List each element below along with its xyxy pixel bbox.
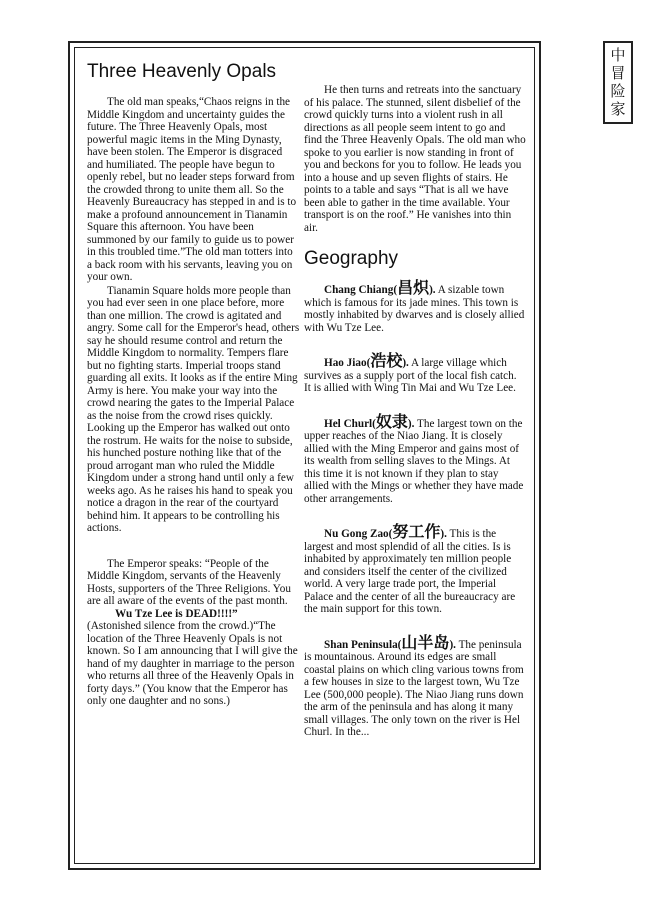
place-name-close: ). (429, 284, 436, 296)
side-tab-char: 冒 (610, 63, 626, 82)
announcement-text: (Astonished silence from the crowd.)“The location of the Three Heavenly Opals is not known. So I am announcing that I will give the hand of my daughter in marriage to the person who returns all three of the Heavenly Opals in forty days.” (You know that the Emperor has only one daughter and no sons.) (87, 620, 298, 707)
place-name-cjk: 努工作 (392, 522, 441, 541)
section-title-geography: Geography (304, 248, 399, 269)
section-title-opals: Three Heavenly Opals (87, 61, 277, 82)
geography-entry (304, 278, 526, 334)
chapter-tab (603, 41, 633, 124)
place-name-cjk: 浩校 (370, 351, 403, 370)
paragraph: Tianamin Square holds more people than you had ever seen in one place before, more than one million. The crowd is agitated and angry. Some call for the Emperor's head, others say he should resume control and return the Middle Kingdom to normality. Tempers flare but no fighting starts. Imperial troops stand guarding all exits. It looks as if the entire Ming Army is here. You make your way into the crowd nearing the gates to the Imperial Palace as the noise from the crowd rises quickly. Looking up the Emperor has walked out onto the rostrum. He waits for the noise to subside, his hunched posture nothing like that of the proud arrogant man who ruled the Middle Kingdom under a strong hand until only a few weeks ago. As he raises his hand to speak you notice a dragon in the rear of the courtyard behind him. It appears to be controlling his actions. (87, 284, 300, 534)
place-description: A large village which survives as a supply port of the local fish catch. It is allied with Wing Tin Mai and Wu Tze Lee. (304, 357, 517, 394)
paragraph: The old man speaks,“Chaos reigns in the Middle Kingdom and uncertainty guides the future. The Three Heavenly Opals, most powerful magic items in the Ming Dynasty, have been stolen. The Emperor is disgraced and humiliated. The people have begun to openly rebel, but no leader steps forward from the crowded throng to unite them all. So the Heavenly Bureaucracy has stepped in and is to make a profound announcement in Tianamin Square this afternoon. You have been summoned by our family to guide us to power in this troubled time.”The old man totters into a back room with his servants, leaving you on your own. (87, 96, 297, 283)
place-name-close: ). (449, 638, 456, 651)
right-column (304, 60, 526, 739)
paragraph: The Emperor speaks: “People of the Middle Kingdom, servants of the Heavenly Hosts, supporters of the Three Religions. You are all aware of the events of the past month. (87, 557, 291, 607)
side-tab-char: 中 (610, 45, 626, 64)
geography-entry (304, 351, 526, 395)
geography-entry (304, 632, 526, 739)
left-column (87, 60, 300, 708)
paragraph: He then turns and retreats into the sanctuary of his palace. The stunned, silent disbelief of the crowd quickly turns into a violent rush in all directions as all people seem intent to go and find the Three Heavenly Opals. The old man who spoke to you earlier is now standing in front of you and beckons for you to follow. He leads you into a house and up seven flights of stairs. He points to a table and says “That is all we have been able to gather in the time available. Your transport is on the roof.” He vanishes into thin air. (304, 84, 526, 234)
side-tab-char: 险 (610, 82, 626, 101)
place-name-close: ). (440, 528, 447, 540)
place-name-cjk: 昌炽 (397, 278, 430, 297)
place-name: Shan Peninsula( (324, 638, 402, 651)
side-tab-char: 家 (610, 100, 626, 119)
place-name: Nu Gong Zao( (324, 528, 393, 540)
place-description: This is the largest and most splendid of all the cities. Is is inhabited by approximately ten million people and considers itself the center of the civilized world. A very large trade port, the Imperial Palace and the center of all the bureaucracy are the main support for this town. (304, 528, 516, 615)
place-name: Hel Churl( (324, 417, 376, 430)
place-name: Hao Jiao( (324, 357, 371, 369)
paragraph-announcement (87, 608, 300, 708)
place-name: Chang Chiang( (324, 284, 398, 296)
geography-entry (304, 411, 526, 506)
place-name-close: ). (407, 417, 415, 430)
geography-entry (304, 522, 526, 616)
announcement-heading: Wu Tze Lee is DEAD!!!!” (115, 607, 238, 620)
place-name-close: ). (402, 357, 409, 369)
place-description: A sizable town which is famous for its jade mines. This town is mostly inhabited by dwarves and is closely allied with Wu Tze Lee. (304, 284, 525, 334)
place-description: The peninsula is mountainous. Around its edges are small coastal plains on which cling various towns from a few houses in size to the largest town, Wu Tze Lee (500,000 people). The Niao Jiang runs down the arm of the peninsula and has along it many small villages. The only town on the river is Hel Churl. In the... (304, 638, 524, 738)
place-description: The largest town on the upper reaches of the Niao Jiang. It is closely allied with the Ming Emperor and gains most of its wealth from selling slaves to the Mings. At this time it is not known if they plan to stay allied with the Mings or whether they have made other arrangements. (304, 417, 524, 505)
place-name-cjk: 山半岛 (401, 632, 450, 652)
place-name-cjk: 奴隶 (375, 411, 408, 431)
